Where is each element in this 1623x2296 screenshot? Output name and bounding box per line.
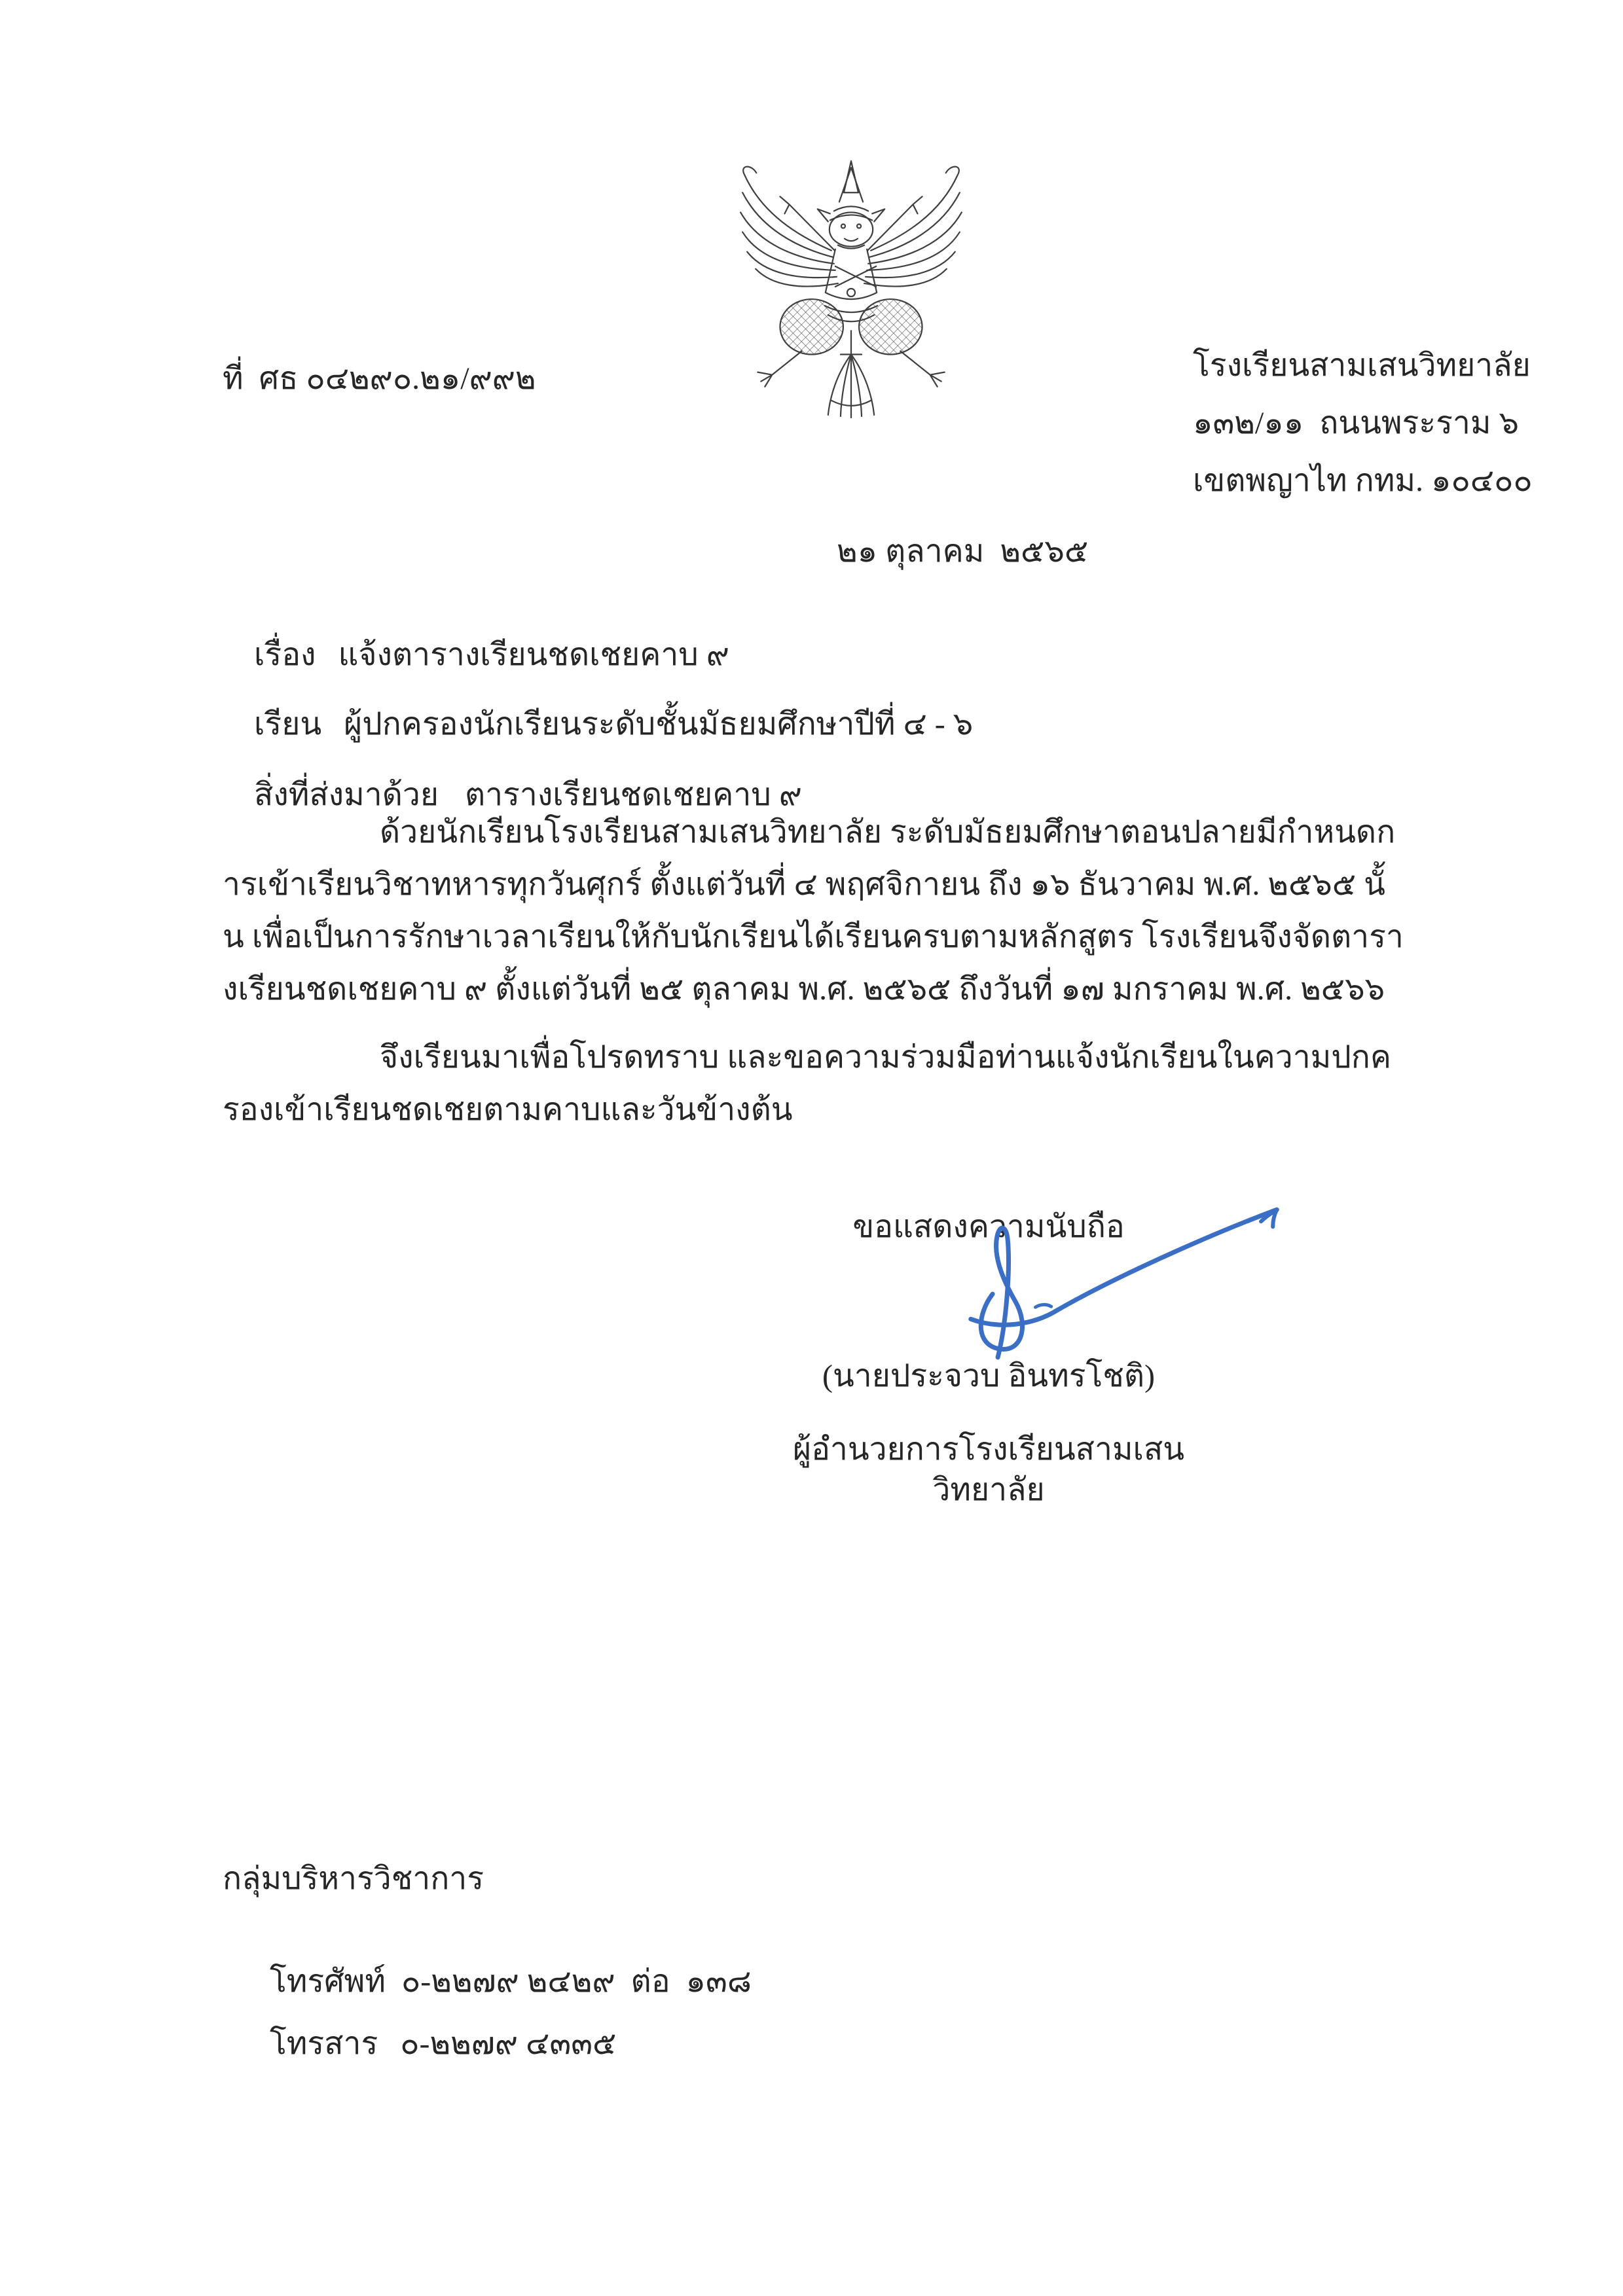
handwritten-signature-icon <box>951 1196 1294 1374</box>
attachment-label: สิ่งที่ส่งมาด้วย <box>254 778 439 813</box>
sender-address-line1: โรงเรียนสามเสนวิทยาลัย <box>1193 348 1531 383</box>
sender-address-line3: เขตพญาไท กทม. ๑๐๔๐๐ <box>1193 463 1533 498</box>
letter-date: ๒๑ ตุลาคม ๒๕๖๕ <box>837 534 1089 569</box>
reference-number: ที่ ศธ ๐๔๒๙๐.๒๑/๙๙๒ <box>223 361 536 396</box>
phone-label: โทรศัพท์ <box>270 1964 386 2000</box>
fax-label: โทรสาร <box>270 2026 378 2062</box>
closing-phrase: ขอแสดงความนับถือ <box>852 1210 1125 1244</box>
signer-title: ผู้อำนวยการโรงเรียนสามเสนวิทยาลัย <box>792 1432 1185 1508</box>
fax-value: ๐-๒๒๗๙ ๔๓๓๕ <box>400 2026 617 2062</box>
recipient-text: ผู้ปกครองนักเรียนระดับชั้นมัธยมศึกษาปีที่ ๔ - ๖ <box>344 707 974 742</box>
footer-department: กลุ่มบริหารวิชาการ <box>223 1861 484 1896</box>
garuda-emblem-icon <box>725 157 977 420</box>
body-paragraph-2: จึงเรียนมาเพื่อโปรดทราบ และขอความร่วมมือท่านแจ้งนักเรียนในความปกครองเข้าเรียนชดเชยตามคาบและวันข้างต้น <box>223 1040 1391 1127</box>
subject-text: แจ้งตารางเรียนชดเชยคาบ ๙ <box>338 637 729 673</box>
signer-name: (นายประจวบ อินทรโชติ) <box>822 1359 1156 1393</box>
footer-fax-line <box>223 1983 616 2106</box>
recipient-label: เรียน <box>254 707 322 742</box>
body-paragraph-1: ด้วยนักเรียนโรงเรียนสามเสนวิทยาลัย ระดับมัธยมศึกษาตอนปลายมีกำหนดการเข้าเรียนวิชาทหารทุกวันศุกร์ ตั้งแต่วันที่ ๔ พฤศจิกายน ถึง ๑๖ ธันวาคม พ.ศ. ๒๕๖๕ นั้น เพื่อเป็นการรักษาเวลาเรียนให้กับนักเรียนได้เรียนครบตามหลักสูตร โรงเรียนจึงจัดตารางเรียนชดเชยคาบ ๙ ตั้งแต่วันที่ ๒๕ ตุลาคม พ.ศ. ๒๕๖๕ ถึงวันที่ ๑๗ มกราคม พ.ศ. ๒๕๖๖ <box>223 815 1404 1007</box>
phone-value: ๐-๒๒๗๙ ๒๔๒๙ ต่อ ๑๓๘ <box>401 1964 752 2000</box>
sender-address-line2: ๑๓๒/๑๑ ถนนพระราม ๖ <box>1193 406 1519 440</box>
subject-label: เรื่อง <box>254 637 316 673</box>
attachment-text: ตารางเรียนชดเชยคาบ ๙ <box>464 778 802 813</box>
